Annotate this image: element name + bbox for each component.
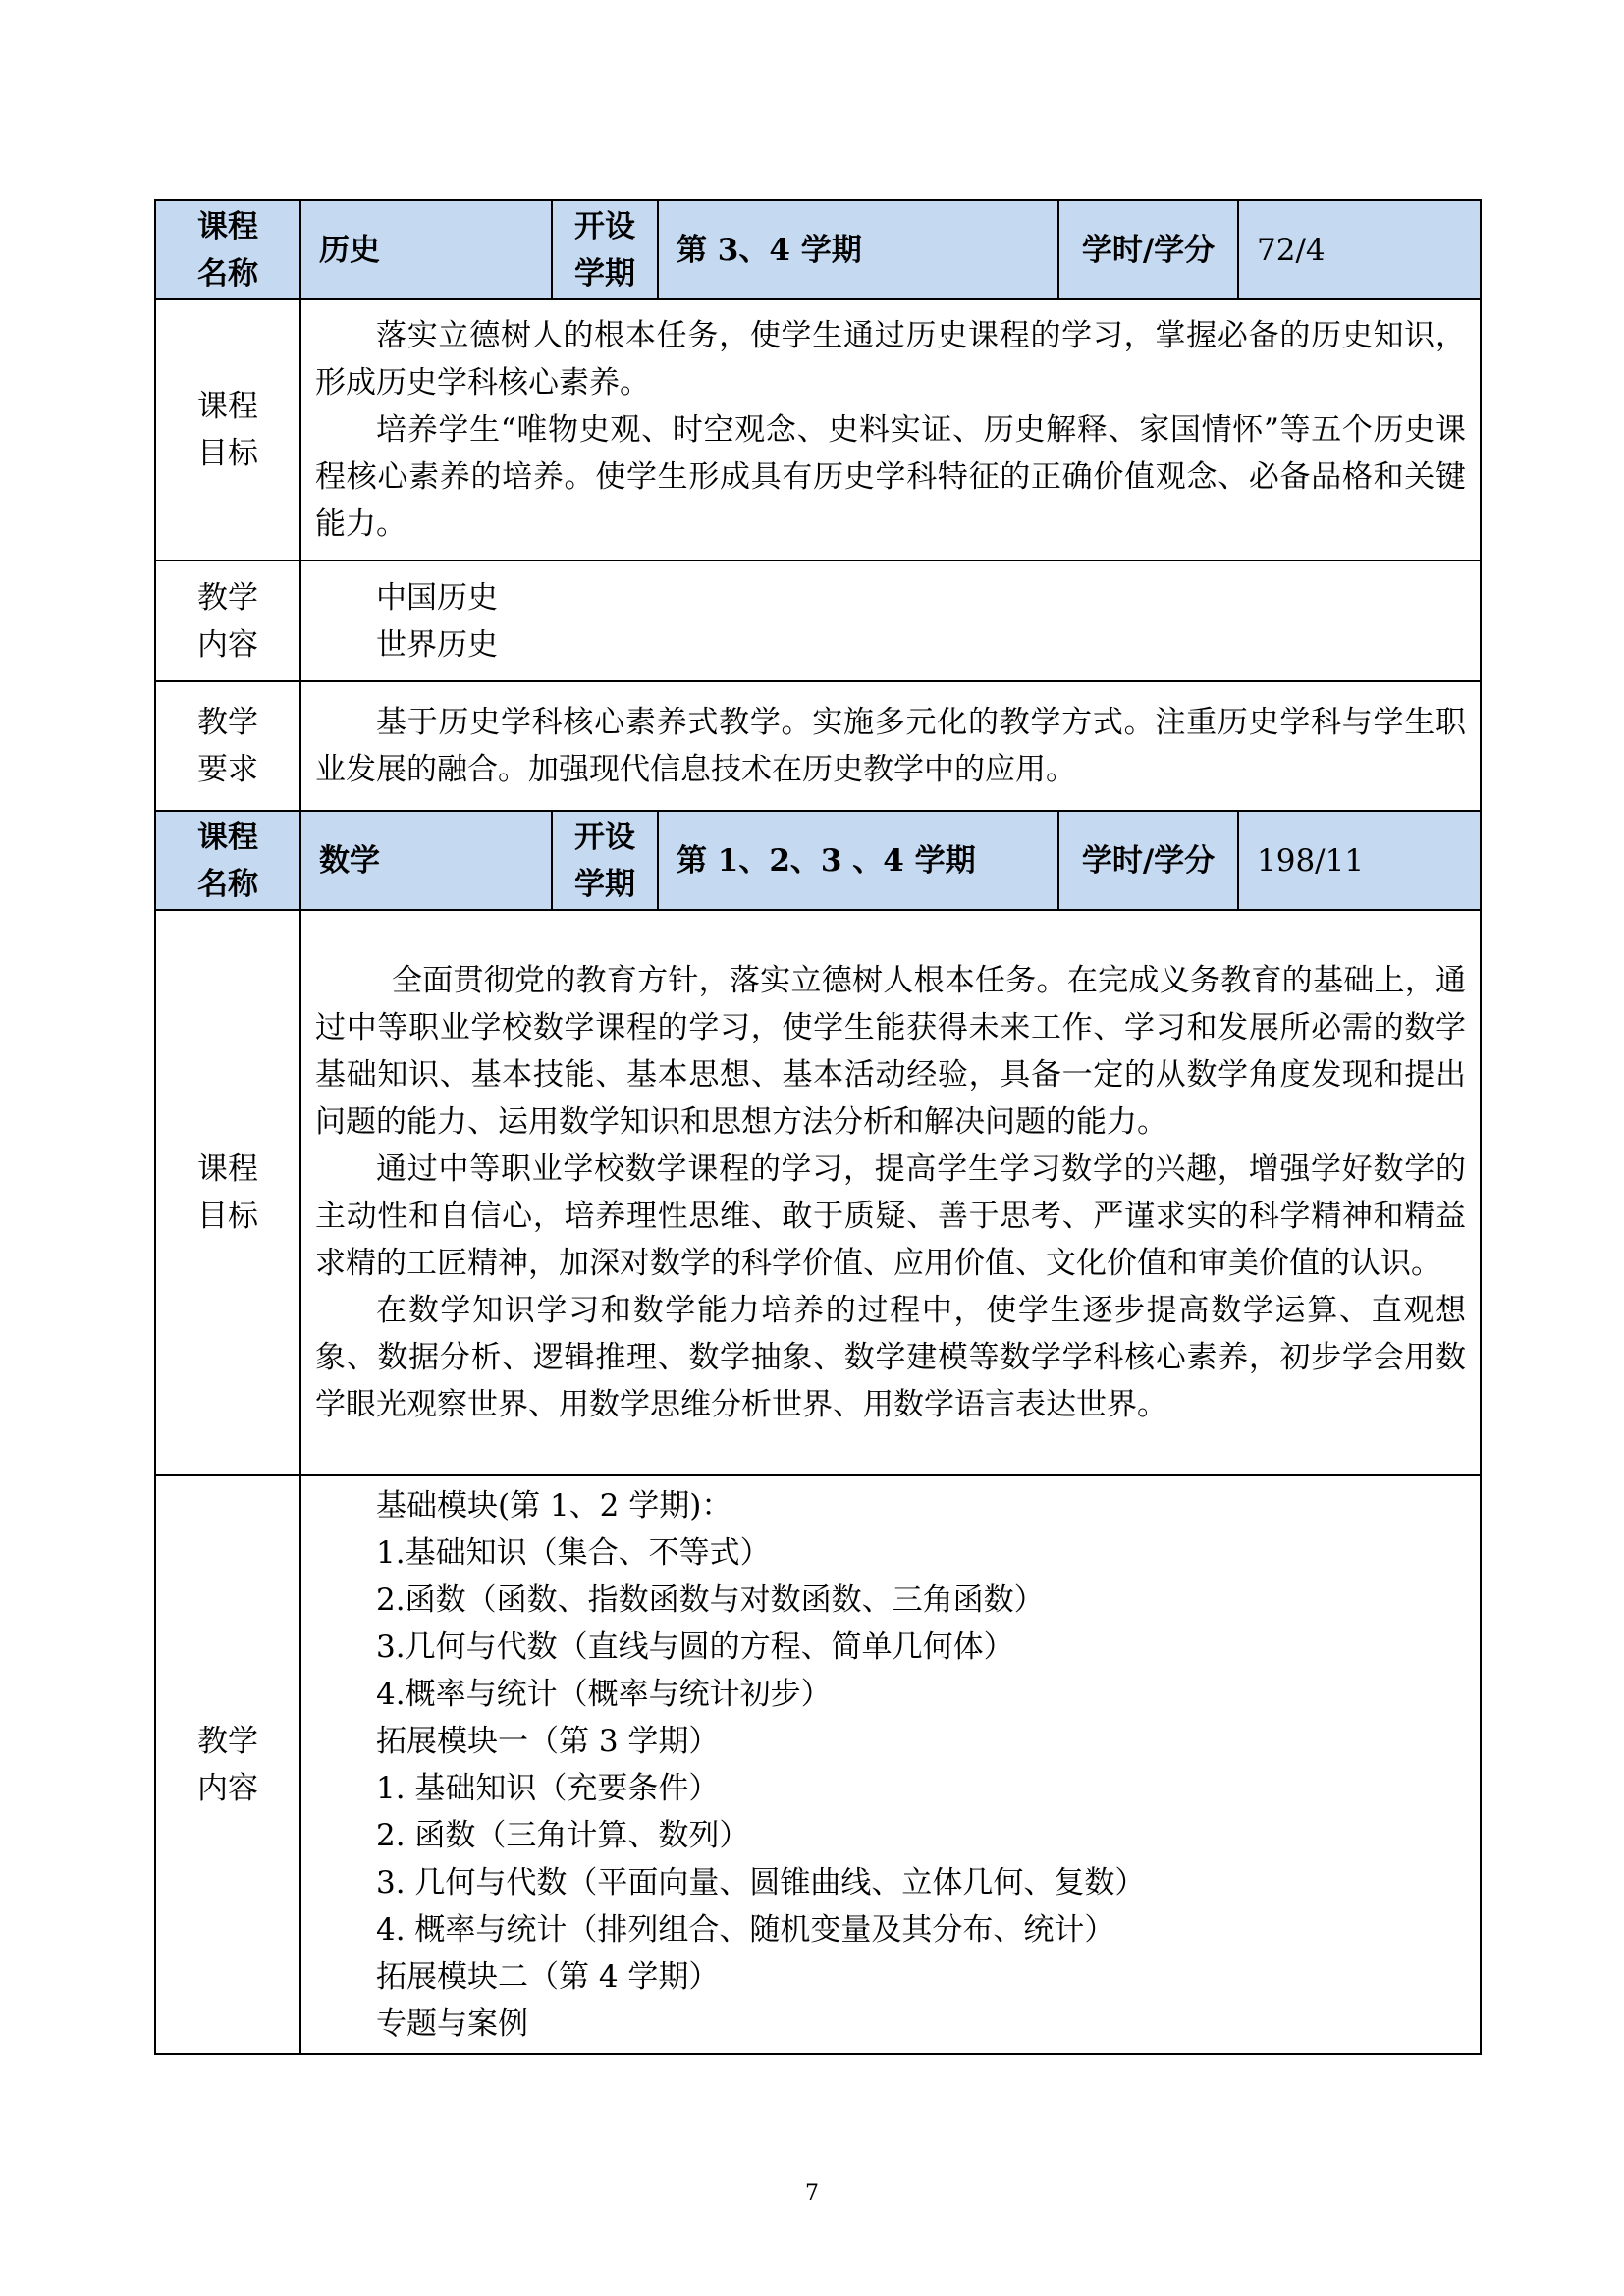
teaching-requirements-content	[300, 681, 1481, 811]
paragraph: 落实立德树人的根本任务，使学生通过历史课程的学习，掌握必备的历史知识，形成历史学科核心素养。	[315, 318, 1466, 400]
hours-credits-value: 72/4	[1238, 200, 1481, 299]
course-name-label: 课程 名称	[155, 811, 300, 910]
list-item: 3. 几何与代数（平面向量、圆锥曲线、立体几何、复数）	[376, 1864, 1146, 1900]
course-name: 数学	[300, 811, 552, 910]
course-header-row	[155, 811, 1481, 910]
term-value: 第 3、4 学期	[658, 200, 1058, 299]
list-item: 世界历史	[376, 626, 498, 663]
paragraph: 培养学生“唯物史观、时空观念、史料实证、历史解释、家国情怀”等五个历史课程核心素养的培养。使学生形成具有历史学科特征的正确价值观念、必备品格和关键能力。	[315, 412, 1466, 542]
course-header-row	[155, 200, 1481, 299]
paragraph: 全面贯彻党的教育方针，落实立德树人根本任务。在完成义务教育的基础上，通过中等职业学校数学课程的学习，使学生能获得未来工作、学习和发展所必需的数学基础知识、基本技能、基本思想、基本活动经验，具备一定的从数学角度发现和提出问题的能力、运用数学知识和思想方法分析和解决问题的能力。	[315, 963, 1466, 1140]
course-goals-row	[155, 910, 1481, 1475]
teaching-content	[300, 561, 1481, 681]
list-item: 4. 概率与统计（排列组合、随机变量及其分布、统计）	[376, 1911, 1115, 1948]
course-goals-label: 课程 目标	[155, 299, 300, 561]
list-item: 中国历史	[376, 579, 498, 615]
paragraph: 在数学知识学习和数学能力培养的过程中，使学生逐步提高数学运算、直观想象、数据分析、逻辑推理、数学抽象、数学建模等数学学科核心素养，初步学会用数学眼光观察世界、用数学思维分析世界、用数学语言表达世界。	[315, 1293, 1466, 1422]
teaching-content-label: 教学 内容	[155, 561, 300, 681]
teaching-requirements-label: 教学 要求	[155, 681, 300, 811]
list-item: 拓展模块二（第 4 学期）	[376, 1958, 720, 1995]
list-item: 拓展模块一（第 3 学期）	[376, 1723, 720, 1759]
hours-credits-value: 198/11	[1238, 811, 1481, 910]
teaching-requirements-row	[155, 681, 1481, 811]
list-item: 1. 基础知识（充要条件）	[376, 1770, 720, 1806]
course-name-label: 课程 名称	[155, 200, 300, 299]
teaching-content	[300, 1475, 1481, 2054]
teaching-content-label: 教学 内容	[155, 1475, 300, 2054]
teaching-content-row	[155, 1475, 1481, 2054]
teaching-content-row	[155, 561, 1481, 681]
course-goals-row	[155, 299, 1481, 561]
list-item: 1.基础知识（集合、不等式）	[376, 1534, 771, 1571]
list-item: 3.几何与代数（直线与圆的方程、简单几何体）	[376, 1629, 1014, 1665]
course-goals-content	[300, 299, 1481, 561]
list-item: 4.概率与统计（概率与统计初步）	[376, 1676, 832, 1712]
course-goals-label: 课程 目标	[155, 910, 300, 1475]
term-label: 开设 学期	[552, 811, 658, 910]
course-goals-content	[300, 910, 1481, 1475]
term-value: 第 1、2、3 、4 学期	[658, 811, 1058, 910]
list-item: 2.函数（函数、指数函数与对数函数、三角函数）	[376, 1581, 1045, 1618]
paragraph: 通过中等职业学校数学课程的学习，提高学生学习数学的兴趣，增强学好数学的主动性和自信心，培养理性思维、敢于质疑、善于思考、严谨求实的科学精神和精益求精的工匠精神，加深对数学的科学价值、应用价值、文化价值和审美价值的认识。	[315, 1151, 1466, 1281]
paragraph: 基于历史学科核心素养式教学。实施多元化的教学方式。注重历史学科与学生职业发展的融合。加强现代信息技术在历史教学中的应用。	[315, 705, 1466, 787]
term-label: 开设 学期	[552, 200, 658, 299]
curriculum-table	[154, 199, 1482, 2055]
list-item: 基础模块(第 1、2 学期)：	[376, 1487, 732, 1523]
list-item: 2. 函数（三角计算、数列）	[376, 1817, 750, 1853]
hours-credits-label: 学时/学分	[1058, 811, 1238, 910]
list-item: 专题与案例	[376, 2005, 528, 2042]
course-name: 历史	[300, 200, 552, 299]
hours-credits-label: 学时/学分	[1058, 200, 1238, 299]
page-number: 7	[805, 2181, 819, 2206]
